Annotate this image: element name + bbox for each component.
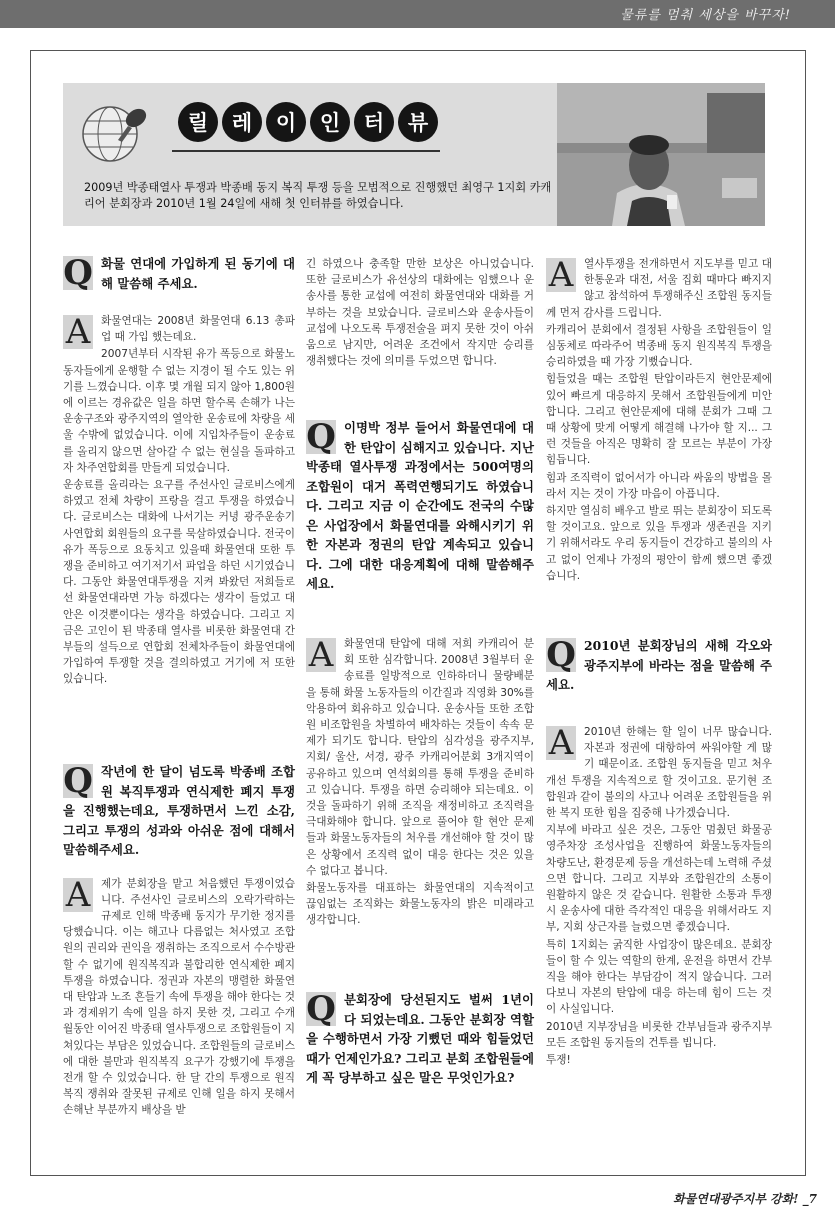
q-marker: Q <box>306 989 336 1029</box>
answer-paragraph: 2010년 지부장님을 비롯한 간부님들과 광주지부 모든 조합원 동지들의 건투를 빕니다. <box>546 1020 772 1049</box>
answer-paragraph: 열사투쟁을 전개하면서 지도부를 믿고 대한통운과 대전, 서울 집회 때마다 빠지지 않고 참석하여 투쟁해주신 조합원 동지들께 먼저 감사를 드립니다. <box>546 258 772 319</box>
slogan: 물류를 멈춰 세상을 바꾸자! <box>620 8 791 23</box>
question-3 <box>306 418 534 594</box>
title-char: 이 <box>266 102 306 142</box>
column-3 <box>546 256 772 584</box>
title-char: 인 <box>310 102 350 142</box>
title-char: 레 <box>222 102 262 142</box>
answer-4 <box>546 256 772 584</box>
q-marker: Q <box>546 635 576 675</box>
question-text: 이명박 정부 들어서 화물연대에 대한 탄압이 심해지고 있습니다. 지난 박종태 열사투쟁 과정에서는 500여명의 조합원이 대거 폭력연행되기도 하였습니다. 그리고 지금 이 순간에도 전국의 수많은 사업장에서 화물연대를 와해시키기 위한 자본과 정권의 탄압 계속되고 있습니다. 그에 대한 대응계획에 대해 말씀해주세요. <box>306 420 534 591</box>
a-marker: A <box>306 638 336 672</box>
answer-paragraph: 운송료를 올리라는 요구를 주선사인 글로비스에게 하였고 전체 차량이 프랑을 걸고 투쟁을 하였습니다. 글로비스는 대화에 나서기는 커녕 광주운송기사연합회 회원들의 요구를 묵살하였습니다. 전국이 유가 폭등으로 요동치고 있을때 화물연대 또한 투쟁을 준비하고 여기저기서 파업을 하던 시기였습니다. 그동안 화물연대투쟁을 지켜 봐왔던 저희들로선 화물연대라면 가능 하겠다는 생각이 들었고 대안은 이것뿐이다는 생각을 하였습니다. 그리고 지금은 고인이 된 박종태 열사를 비롯한 화물연대 간부들의 설득으로 연합회 전체차주들이 화물연대에 가입하여 투쟁할 것을 결의하였고 거기에 저 또한 있습니다. <box>63 479 295 686</box>
question-2 <box>63 762 295 860</box>
answer-paragraph: 하지만 열심히 배우고 발로 뛰는 분회장이 되도록 할 것이고요. 앞으로 있을 투쟁과 생존권을 지키기 위해서라도 우리 동지들이 건강하고 불의의 사고 없이 언제나 가정의 평안이 함께 했으면 좋겠습니다. <box>546 505 772 582</box>
a-marker: A <box>546 258 576 292</box>
answer-paragraph: 특히 1지회는 굵직한 사업장이 많은데요. 분회장들이 할 수 있는 역할의 한계, 운전을 하면서 간부직을 해야 한다는 부담감이 적지 않습니다. 그러다보니 자본의 탄압에 대응 하는데 힘이 드는 것이 사실입니다. <box>546 938 772 1016</box>
a-marker: A <box>546 726 576 760</box>
answer-paragraph: 카캐리어 분회에서 결정된 사항을 조합원들이 일심동체로 따라주어 벅종배 동지 원직복직 투쟁을 승리하였을 때 가장 기뻤습니다. <box>546 323 772 369</box>
globe-microphone-icon <box>78 96 158 171</box>
column-1 <box>63 254 295 688</box>
answer-paragraph: 투쟁! <box>546 1054 571 1067</box>
a-marker: A <box>63 315 93 349</box>
column-2-q3 <box>306 418 534 594</box>
column-2-a3 <box>306 636 534 929</box>
intro-text: 2009년 박종태열사 투쟁과 박종배 동지 복직 투쟁 등을 모범적으로 진행했던 최영구 1지회 카캐리어 분회장과 2010년 1월 24일에 새해 첫 인터뷰를 하였습니다. <box>84 181 552 210</box>
answer-3 <box>306 636 534 929</box>
answer-1 <box>63 313 295 688</box>
q-marker: Q <box>63 253 93 293</box>
column-2-q4 <box>306 990 534 1088</box>
q-marker: Q <box>63 761 93 801</box>
answer-paragraph: 긴 하였으나 충족할 만한 보상은 아니었습니다. 또한 글로비스가 유선상의 대화에는 임했으나 운송사를 통한 교섭에 여전히 화물연대와 대화를 거부하는 것을 보았습니다. 글로비스와 운송사들이 교섭에 나오도록 투쟁전술을 펴지 못한 것이 아쉬움으로 남지만, 어려운 조건에서 작지만 승리를 쟁취했다는 것에 의미를 두었으면 합니다. <box>306 258 534 368</box>
page-footer: 화물연대광주지부 강화! _7 <box>673 1192 817 1206</box>
answer-paragraph: 화물연대 탄압에 대해 저희 카캐리어 분회 또한 심각합니다. 2008년 3월부터 운송료를 일방적으로 인하하더니 물량배분을 통해 화물 노동자들의 이간질과 직영화 30%를 악용하여 회유하고 있습니다. 운송사들 또한 조합원 비조합원을 차별하여 배차하는 것들이 속속 문제가 되기도 합니다. 탄압의 심각성을 광주지부, 지회/ 울산, 서경, 광주 카캐리어분회 3개지역이 공유하고 있으며 연석회의를 통해 투쟁을 준비하고 있습니다. 투쟁을 하면 승리해야 되는데요. 이것을 돌파하기 위해 조직을 재정비하고 조직력을 극대화해야 합니다. 앞으로 풀어야 할 현안 문제들과 화물노동자들의 처우를 개선해야 할 것이 많은 상황에서 조직력 없이 대응 한다는 것은 있을 수 없다고 봅니다. <box>306 638 534 877</box>
column-3-q5 <box>546 636 772 695</box>
question-text: 작년에 한 달이 넘도록 박종배 조합원 복직투쟁과 연식제한 폐지 투쟁을 진행했는데요, 투쟁하면서 느낀 소감, 그리고 투쟁의 성과와 아쉬운 점에 대해서 말씀해주세요. <box>63 764 295 857</box>
column-2 <box>306 256 534 369</box>
answer-paragraph: 2010년 한해는 할 일이 너무 많습니다. 자본과 정권에 대항하여 싸워야할 게 많기 때문이죠. 조합원 동지들을 믿고 처우개선 투쟁을 지속적으로 할 것이고요. 문기현 조합원과 같이 불의의 사고나 어려운 조합원들을 위한 복지 또한 힘을 집중해 나가겠습니다. <box>546 726 772 820</box>
column-1-lower <box>63 762 295 1119</box>
answer-paragraph: 화물연대는 2008년 화물연대 6.13 총파업 때 가입 했는데요. <box>101 315 295 344</box>
answer-paragraph: 2007년부터 시작된 유가 폭등으로 화물노동자들에게 운행할 수 없는 지경이 될 수도 있는 위기를 느꼈습니다. 이후 몇 개월 되지 않아 1,800원에 이르는 경유값은 일을 하면 할수록 손해가 나는 운송구조와 광주지역의 열악한 운송료에 차량을 세울 수밖에 없었습니다. 이에 지입차주들이 운송료를 올리지 않으면 살아갈 수 없는 현실을 돌파하고자 차주연합회를 만들게 되었습니다. <box>63 348 295 474</box>
title-char: 터 <box>354 102 394 142</box>
title-char: 뷰 <box>398 102 438 142</box>
answer-paragraph: 힘들었을 때는 조합원 탄압이라든지 현안문제에 있어 빠르게 대응하지 못해서 조합원들에게 미안합니다. 그리고 현안문제에 대해 분회가 그때 그때 상황에 맞게 어떻게 해결해 나가야 할 지... 그런 것들을 아직은 명확히 잘 모르는 부분이 가장 힘듭니다. <box>546 373 772 467</box>
question-text: 분회장에 당선된지도 벌써 1년이 다 되었는데요. 그동안 분회장 역할을 수행하면서 가장 기뻤던 때와 힘들었던 때가 언제인가요? 그리고 분회 조합원들에게 꼭 당부하고 싶은 말은 무엇인가요? <box>306 992 534 1085</box>
question-1 <box>63 254 295 293</box>
section-title <box>178 102 438 142</box>
answer-paragraph: 제가 분회장을 맡고 처음했던 투쟁이었습니다. 주선사인 글로비스의 오락가락하는 규제로 인해 박종배 동지가 무기한 정지를 당했습니다. 이는 해고나 다름없는 처사였고 조합원의 권리와 권익을 쟁취하는 조직으로서 수수방관 할 수 없기에 원직복직과 불합리한 연식제한 폐지 투쟁을 하였습니다. 정권과 자본의 맹렬한 화물연대 탄압과 노조 흔들기 속에 투쟁을 해야 한다는 것과 경제위기 속에 일을 하지 못한 것, 그리고 수개월동안 이어진 박종태 열사투쟁으로 조합원들이 지쳐있다는 부담은 있었습니다. 조합원들의 글로비스에 대한 불만과 원직복직 요구가 강했기에 투쟁을 전개 할 수 있었습니다. 한 달 간의 투쟁으로 원직복직 쟁취와 잘못된 규제로 인해 일을 하지 못해서 손해난 부분까지 배상을 받 <box>63 877 295 1117</box>
question-5 <box>546 636 772 695</box>
answer-5 <box>546 724 772 1068</box>
title-char: 릴 <box>178 102 218 142</box>
answer-2 <box>63 876 295 1119</box>
answer-paragraph: 지부에 바라고 싶은 것은, 그동안 멈췄던 화물공영주차장 조성사업을 진행하여 화물노동자들의 차량도난, 환경문제 등을 개선하는데 노력해 주셨으면 합니다. 그리고 지부와 조합원간의 소통이 원활하지 않은 것 같습니다. 원활한 소통과 투쟁시 운송사에 대한 즉각적인 대응을 위해서라도 지부, 지회 상근자를 늘렸으면 좋겠습니다. <box>546 824 772 934</box>
question-4 <box>306 990 534 1088</box>
title-underline <box>172 150 440 152</box>
column-3-a5 <box>546 724 772 1068</box>
a-marker: A <box>63 878 93 912</box>
q-marker: Q <box>306 417 336 457</box>
answer-paragraph: 힘과 조직력이 없어서가 아니라 싸움의 방법을 몰라서 지는 것이 가장 마음이 아픕니다. <box>546 471 772 500</box>
interviewee-photo <box>557 83 765 226</box>
question-text: 2010년 분회장님의 새해 각오와 광주지부에 바라는 점을 말씀해 주세요. <box>546 638 772 692</box>
question-text: 화물 연대에 가입하게 된 동기에 대해 말씀해 주세요. <box>101 256 295 291</box>
top-bar <box>0 0 835 28</box>
answer-paragraph: 화물노동자를 대표하는 화물연대의 지속적이고 끊임없는 조직화는 화물노동자의 밝은 미래라고 생각합니다. <box>306 882 534 927</box>
